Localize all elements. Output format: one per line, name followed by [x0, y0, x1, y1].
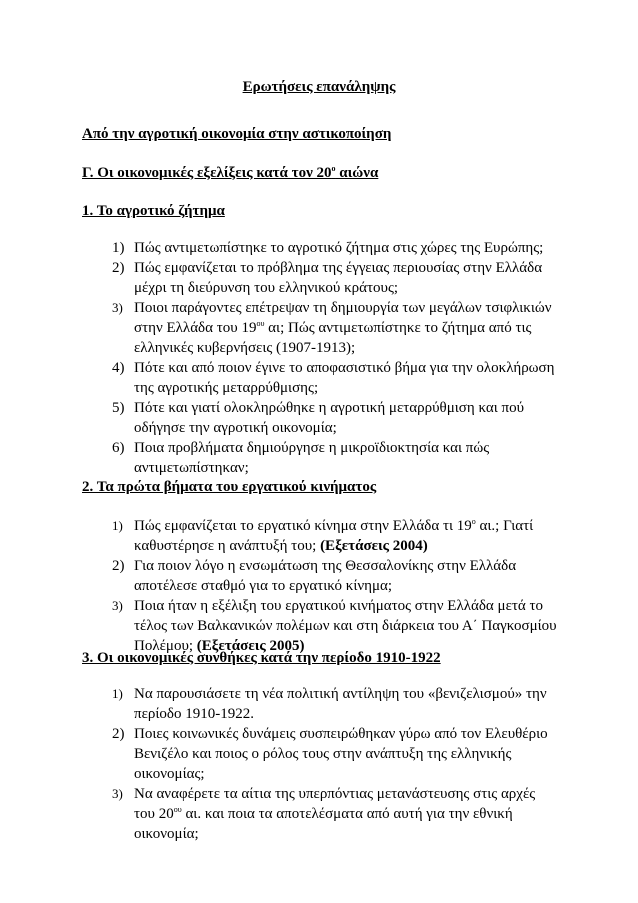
section-heading-g [82, 165, 378, 182]
heading-labour-movement: 2. Τα πρώτα βήματα του εργατικού κινήματος [82, 479, 377, 495]
question-item [0, 238, 638, 258]
question-item [0, 438, 638, 478]
questions-list-agrarian [0, 238, 638, 478]
question-text-end: αι. και ποια τα αποτελέσματα από αυτή για την εθνική οικονομία; [134, 806, 513, 842]
question-number: 3) [112, 786, 123, 801]
question-superscript: ο [471, 517, 476, 526]
section-g-text: Γ. Οι οικονομικές εξελίξεις κατά τον 20 [82, 165, 332, 181]
question-text-end: αι.; Γιατί καθυστέρησε η ανάπτυξή του; [134, 518, 534, 554]
question-item [0, 516, 638, 556]
question-text: Ποιοι παράγοντες επέτρεψαν τη δημιουργία των μεγάλων τσιφλικιών στην Ελλάδα του 19 [134, 300, 552, 336]
question-number: 2) [112, 260, 125, 276]
document-title: Ερωτήσεις επανάληψης [242, 79, 396, 95]
question-number: 5) [112, 400, 125, 416]
questions-list-labour [0, 516, 638, 656]
question-item [0, 596, 638, 656]
question-text: Ποιες κοινωνικές δυνάμεις συσπειρώθηκαν γύρω από τον Ελευθέριο Βενιζέλο και ποιος ο ρόλος τους στην ανάπτυξη της ελληνικής οικονομίας; [134, 726, 548, 782]
question-superscript: ου [256, 319, 265, 328]
question-item [0, 398, 638, 438]
question-number: 3) [112, 300, 123, 315]
question-text: Ποια ήταν η εξέλιξη του εργατικού κινήματος στην Ελλάδα μετά το τέλος των Βαλκανικών πολέμων και στη διάρκεια του Α΄ Παγκοσμίου Πολέμου; [134, 598, 557, 654]
question-text-end: αι; Πώς αντιμετωπίστηκε το ζήτημα από τις ελληνικές κυβερνήσεις (1907-1913); [134, 320, 532, 356]
question-text: Να αναφέρετε τα αίτια της υπερπόντιας μετανάστευσης στις αρχές του 20 [134, 786, 536, 822]
question-item [0, 298, 638, 358]
exam-reference: (Εξετάσεις 2004) [320, 538, 428, 554]
exam-reference: (Εξετάσεις 2005) [196, 638, 305, 654]
question-item [0, 684, 638, 724]
heading-agrarian-question: 1. Το αγροτικό ζήτημα [82, 203, 225, 219]
heading-economic-conditions: 3. Οι οικονομικές συνθήκες κατά την περίοδο 1910-1922 [82, 650, 441, 666]
question-number: 1) [112, 686, 123, 701]
question-item [0, 784, 638, 844]
questions-list-economic [0, 684, 638, 844]
question-number: 4) [112, 360, 125, 376]
question-number: 1) [112, 240, 125, 256]
question-text: Πώς εμφανίζεται το εργατικό κίνημα στην Ελλάδα τι 19 [134, 518, 472, 534]
question-item [0, 556, 638, 596]
question-text: Πότε και γιατί ολοκληρώθηκε η αγροτική μεταρρύθμιση και πού οδήγησε την αγροτική οικονομία; [134, 400, 525, 436]
question-number: 6) [112, 440, 125, 456]
question-text: Να παρουσιάσετε τη νέα πολιτική αντίληψη του «βενιζελισμού» την περίοδο 1910-1922. [134, 686, 547, 722]
question-item [0, 358, 638, 398]
question-superscript: ου [173, 805, 182, 814]
question-number: 2) [112, 558, 125, 574]
question-number: 2) [112, 726, 125, 742]
chapter-heading: Από την αγροτική οικονομία στην αστικοποίηση [82, 126, 392, 142]
question-text: Για ποιον λόγο η ενσωμάτωση της Θεσσαλονίκης στην Ελλάδα αποτέλεσε σταθμό για το εργατικό κίνημα; [134, 558, 517, 594]
question-text: Ποια προβλήματα δημιούργησε η μικροϊδιοκτησία και πώς αντιμετωπίστηκαν; [134, 440, 490, 476]
section-g-superscript: ο [331, 164, 336, 173]
question-item [0, 258, 638, 298]
section-g-text-end: αιώνα [335, 165, 379, 181]
question-text: Πώς αντιμετωπίστηκε το αγροτικό ζήτημα στις χώρες της Ευρώπης; [134, 240, 544, 256]
question-item [0, 724, 638, 784]
question-number: 3) [112, 598, 123, 613]
question-number: 1) [112, 518, 123, 533]
question-text: Πότε και από ποιον έγινε το αποφασιστικό βήμα για την ολοκλήρωση της αγροτικής μεταρρύθμισης; [134, 360, 555, 396]
question-text: Πώς εμφανίζεται το πρόβλημα της έγγειας περιουσίας στην Ελλάδα μέχρι τη διεύρυνση του ελληνικού κράτους; [134, 260, 543, 296]
